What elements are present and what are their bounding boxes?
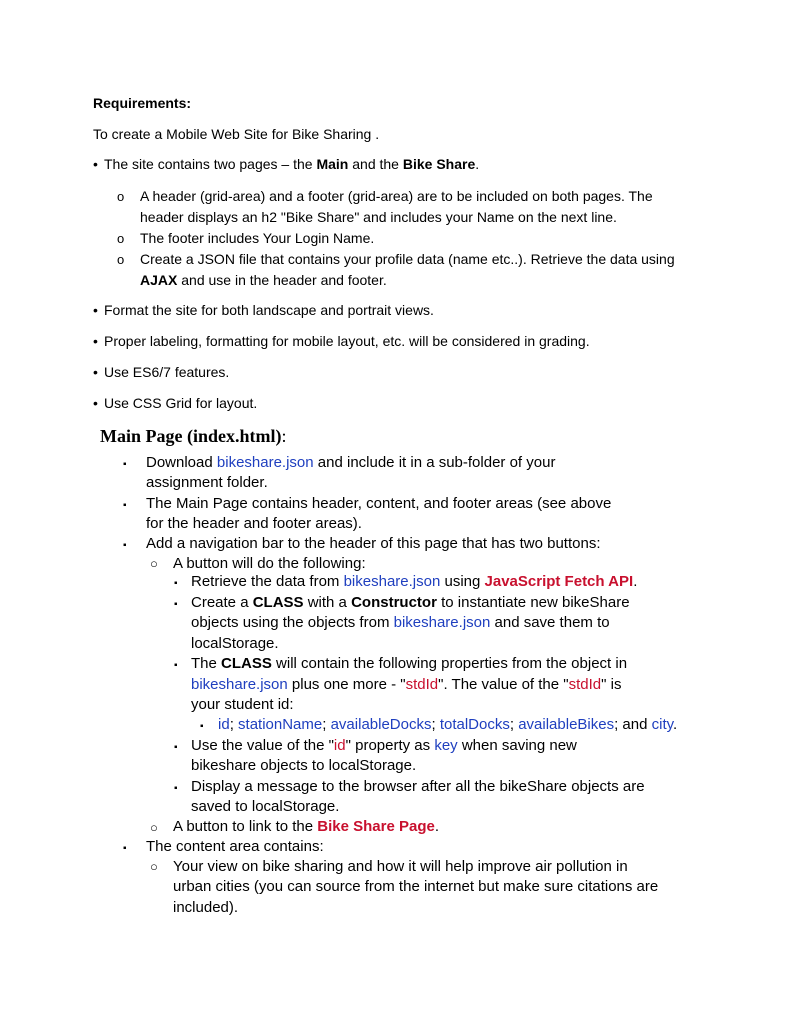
bullet-dot: • xyxy=(93,333,98,349)
square-bullet: ▪ xyxy=(123,843,127,854)
labeling-line: Proper labeling, formatting for mobile layout, etc. will be considered in grading. xyxy=(104,333,590,349)
display-message-line-1: Display a message to the browser after all the bikeShare objects are xyxy=(191,778,645,795)
property-list: id; stationName; availableDocks; totalDocks; availableBikes; and city. xyxy=(218,716,678,733)
footer-line: The footer includes Your Login Name. xyxy=(140,230,375,246)
header-footer-line-1: A header (grid-area) and a footer (grid-area) are to be included on both pages. The xyxy=(140,188,653,204)
download-line-2: assignment folder. xyxy=(146,474,268,491)
navbar-line: Add a navigation bar to the header of this page that has two buttons: xyxy=(146,535,601,552)
view-line-2: urban cities (you can source from the internet but make sure citations are xyxy=(173,878,659,895)
grid-line: Use CSS Grid for layout. xyxy=(104,395,258,411)
main-page-heading: Main Page (index.html): xyxy=(100,426,287,446)
bullet-dot: • xyxy=(93,364,98,380)
id-key-line-1: Use the value of the "id" property as key when saving new xyxy=(191,737,577,754)
circle-bullet: o xyxy=(117,252,125,267)
square-bullet: ▪ xyxy=(123,540,127,551)
square-bullet: ▪ xyxy=(174,660,178,671)
bullet-dot: • xyxy=(93,156,98,172)
retrieve-line: Retrieve the data from bikeshare.json using JavaScript Fetch API. xyxy=(191,573,638,590)
square-bullet: ▪ xyxy=(200,721,204,732)
download-line-1: Download bikeshare.json and include it in a sub-folder of your xyxy=(146,454,556,471)
square-bullet: ▪ xyxy=(174,783,178,794)
class-props-line-2: bikeshare.json plus one more - "stdId". The value of the "stdId" is xyxy=(191,676,622,693)
bullet-dot: • xyxy=(93,395,98,411)
bullet-dot: • xyxy=(93,302,98,318)
requirements-heading: Requirements: xyxy=(93,95,192,111)
square-bullet: ▪ xyxy=(123,459,127,470)
id-key-line-2: bikeshare objects to localStorage. xyxy=(191,757,417,774)
view-line-1: Your view on bike sharing and how it will help improve air pollution in xyxy=(173,858,628,875)
create-class-line-3: localStorage. xyxy=(191,635,279,652)
circle-bullet: ○ xyxy=(150,859,158,874)
class-props-line-1: The CLASS will contain the following properties from the object in xyxy=(191,655,628,672)
circle-bullet: o xyxy=(117,231,125,246)
class-props-line-3: your student id: xyxy=(191,696,294,713)
view-line-3: included). xyxy=(173,899,239,916)
header-footer-line-2: header displays an h2 "Bike Share" and includes your Name on the next line. xyxy=(140,209,617,225)
circle-bullet: ○ xyxy=(150,820,158,835)
square-bullet: ▪ xyxy=(174,599,178,610)
button-does-line: A button will do the following: xyxy=(173,555,366,572)
square-bullet: ▪ xyxy=(174,578,178,589)
content-area-line: The content area contains: xyxy=(146,838,324,855)
circle-bullet: ○ xyxy=(150,556,158,571)
format-line: Format the site for both landscape and portrait views. xyxy=(104,302,434,318)
create-class-line-1: Create a CLASS with a Constructor to instantiate new bikeShare xyxy=(191,594,630,611)
intro-text: To create a Mobile Web Site for Bike Sharing . xyxy=(93,126,380,142)
square-bullet: ▪ xyxy=(123,500,127,511)
square-bullet: ▪ xyxy=(174,742,178,753)
json-line-2: AJAX and use in the header and footer. xyxy=(140,272,387,288)
es6-line: Use ES6/7 features. xyxy=(104,364,230,380)
pages-line: The site contains two pages – the Main and the Bike Share. xyxy=(104,156,480,172)
main-contains-line-2: for the header and footer areas). xyxy=(146,515,362,532)
display-message-line-2: saved to localStorage. xyxy=(191,798,340,815)
json-line-1: Create a JSON file that contains your profile data (name etc..). Retrieve the data using xyxy=(140,251,675,267)
main-contains-line-1: The Main Page contains header, content, and footer areas (see above xyxy=(146,495,612,512)
link-button-line: A button to link to the Bike Share Page. xyxy=(173,818,439,835)
circle-bullet: o xyxy=(117,189,125,204)
create-class-line-2: objects using the objects from bikeshare.json and save them to xyxy=(191,614,610,631)
